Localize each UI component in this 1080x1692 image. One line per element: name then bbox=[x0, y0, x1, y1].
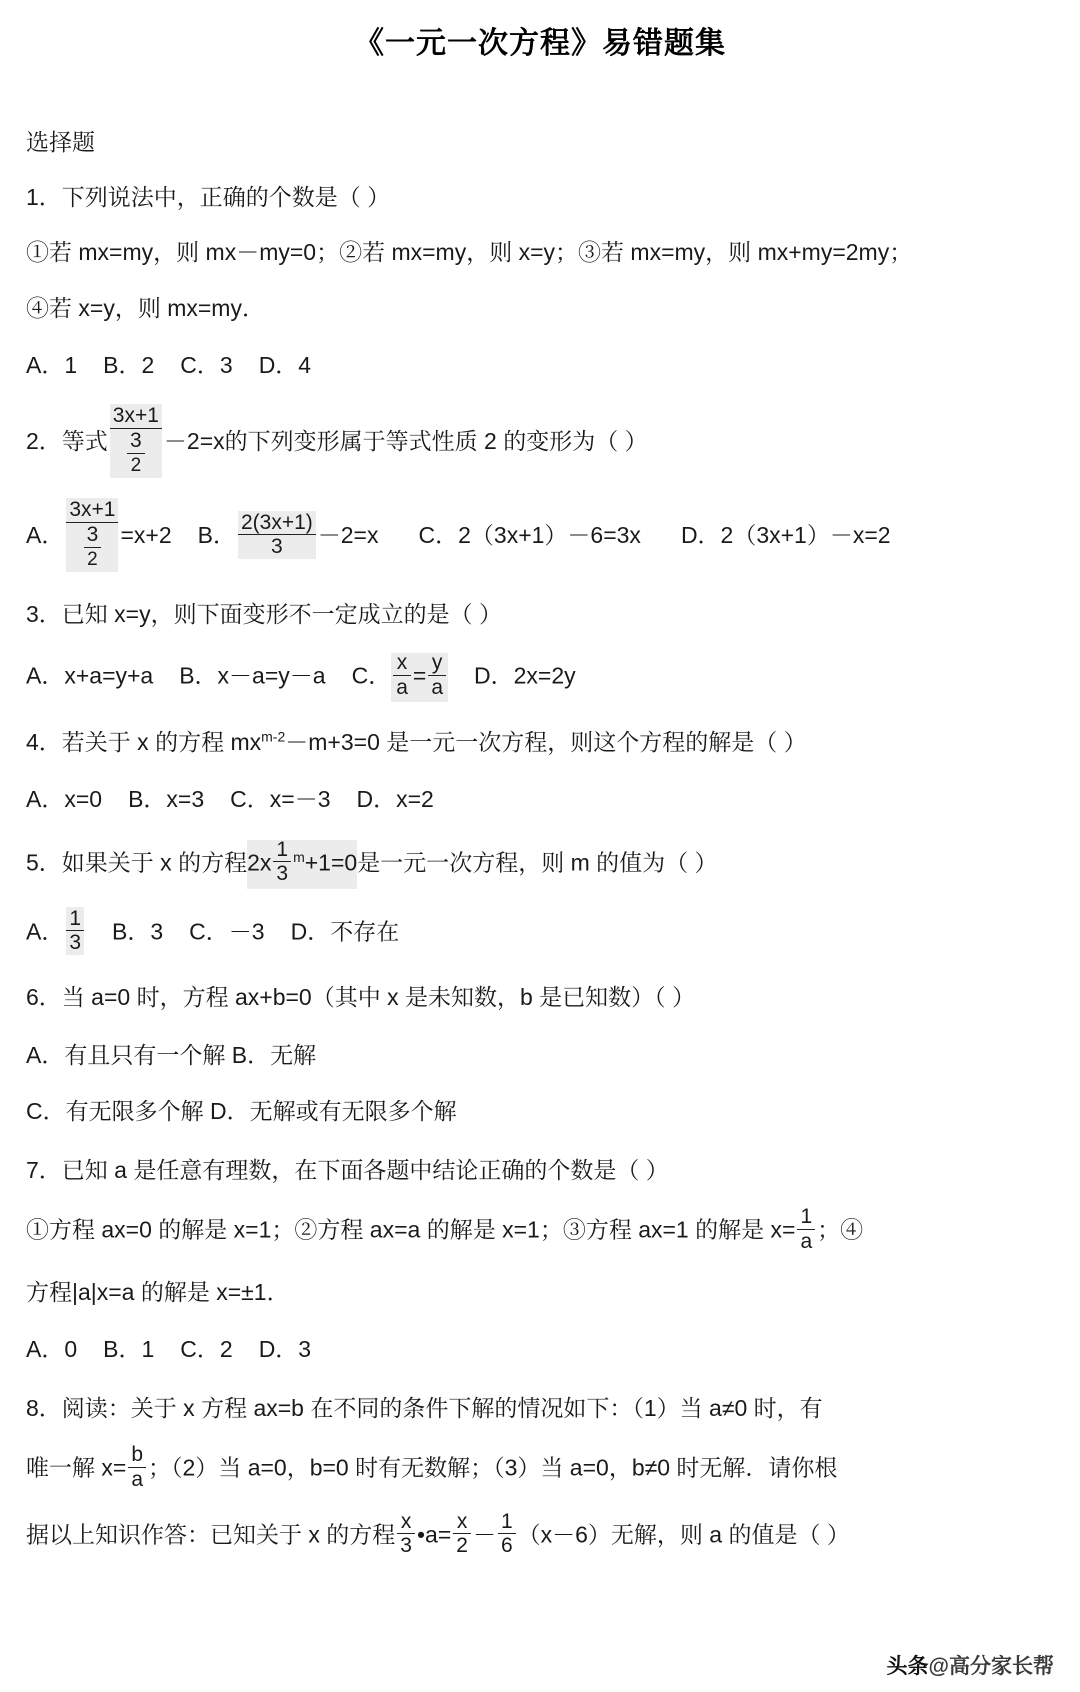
option-a-fraction bbox=[66, 907, 84, 956]
inner-fraction bbox=[84, 523, 102, 570]
option-b-tail: －2=x bbox=[317, 521, 379, 548]
question-7-sub-2: 方程|a|x=a 的解是 x=±1． bbox=[26, 1279, 290, 1305]
option-d: D．4 bbox=[258, 351, 312, 378]
inner-fraction bbox=[127, 429, 145, 476]
fraction-numerator: b bbox=[128, 1443, 146, 1468]
question-5-stem bbox=[26, 837, 1058, 889]
option-a-fraction bbox=[66, 498, 118, 572]
question-8-line-3 bbox=[26, 1509, 1058, 1561]
option-a: A．0 bbox=[26, 1336, 78, 1363]
fraction-one-sixth bbox=[498, 1510, 516, 1559]
question-6-stem: 6．当 a=0 时，方程 ax+b=0（其中 x 是未知数，b 是已知数）（ ） bbox=[26, 984, 696, 1011]
option-b-fraction bbox=[238, 511, 316, 560]
question-2-stem-lead: 2．等式 bbox=[26, 427, 108, 454]
inner-numerator: 3 bbox=[84, 523, 102, 548]
question-7-sub-lead: ①方程 ax=0 的解是 x=1；②方程 ax=a 的解是 x=1；③方程 ax=1 的解是 x= bbox=[26, 1216, 796, 1243]
exponent: m bbox=[293, 848, 305, 865]
option-b: B．1 bbox=[103, 1336, 155, 1363]
option-a: A．1 bbox=[26, 351, 78, 378]
fraction-numerator: x bbox=[397, 1510, 415, 1535]
option-a-label: A． bbox=[26, 918, 65, 944]
option-c: C．3 bbox=[180, 351, 233, 378]
question-7-sub-1 bbox=[26, 1207, 1058, 1256]
fraction-denominator: 6 bbox=[500, 1534, 513, 1558]
question-2-complex-fraction bbox=[110, 404, 162, 478]
fraction-denominator: a bbox=[431, 675, 444, 699]
question-1-sub-1: ①若 mx=my，则 mx－my=0；②若 mx=my，则 x=y；③若 mx=my，则 mx+my=2my； bbox=[26, 239, 913, 266]
fraction-x-over-a bbox=[393, 651, 411, 700]
option-d: D．2x=2y bbox=[474, 662, 576, 689]
question-3-options bbox=[26, 653, 1058, 702]
option-c-label: C． bbox=[351, 662, 392, 689]
fraction-numerator: 1 bbox=[797, 1205, 815, 1230]
fraction-denominator: a bbox=[131, 1467, 144, 1491]
question-8-line-3-tail: （x－6）无解，则 a 的值是（ ） bbox=[517, 1521, 850, 1548]
option-a: A．x+a=y+a bbox=[26, 662, 154, 689]
fraction-denominator: 3 bbox=[276, 862, 289, 886]
inner-numerator: 3 bbox=[127, 429, 145, 454]
question-1-stem: 1．下列说法中，正确的个数是（ ） bbox=[26, 184, 391, 210]
fraction-denominator: 3 bbox=[69, 931, 82, 955]
option-b-label: B． bbox=[197, 521, 236, 548]
watermark bbox=[887, 1650, 1054, 1680]
equals-sign: = bbox=[412, 662, 427, 689]
option-b: B．3 bbox=[112, 918, 164, 944]
option-c: C．2 bbox=[180, 1336, 233, 1363]
fraction-numerator: x bbox=[453, 1510, 471, 1535]
fraction-one-over-a bbox=[797, 1205, 815, 1254]
option-d: D．3 bbox=[258, 1336, 312, 1363]
expression-tail: +1=0 bbox=[304, 849, 358, 876]
question-5-stem-tail: 是一元一次方程，则 m 的值为（ ） bbox=[357, 849, 718, 876]
fraction-denominator: 3 bbox=[400, 1534, 412, 1558]
question-7-stem: 7．已知 a 是任意有理数，在下面各题中结论正确的个数是（ ） bbox=[26, 1157, 669, 1184]
option-b: B．2 bbox=[103, 351, 155, 378]
question-8-line-2-lead: 唯一解 x= bbox=[26, 1454, 127, 1481]
question-2-stem bbox=[26, 403, 1058, 480]
fraction-x-over-3 bbox=[397, 1510, 415, 1559]
option-b: B．x=3 bbox=[128, 786, 205, 813]
watermark-account: @高分家长帮 bbox=[928, 1655, 1054, 1678]
option-c: C．x=－3 bbox=[230, 786, 331, 813]
fraction-numerator: 1 bbox=[66, 907, 84, 932]
fraction-numerator: y bbox=[428, 651, 446, 676]
question-8-line-2 bbox=[26, 1445, 1058, 1494]
question-5-expression bbox=[247, 837, 358, 889]
section-label: 选择题 bbox=[26, 129, 95, 155]
question-8-line-2-tail: ；（2）当 a=0，b=0 时有无数解；（3）当 a=0，b≠0 时无解．请你根 bbox=[148, 1454, 838, 1481]
question-2-stem-tail: 的下列变形属于等式性质 2 的变形为（ ） bbox=[224, 427, 648, 454]
question-4-stem-lead: 4．若关于 x 的方程 mx bbox=[26, 728, 262, 755]
inner-denominator: 2 bbox=[87, 549, 98, 571]
option-d: D．2（3x+1）－x=2 bbox=[680, 521, 891, 548]
exponent: m-2 bbox=[261, 728, 286, 745]
fraction-denominator: 2 bbox=[456, 1534, 468, 1558]
question-4-options bbox=[26, 781, 1058, 818]
inner-denominator: 2 bbox=[130, 454, 142, 476]
page-title: 《一元一次方程》易错题集 bbox=[354, 27, 726, 60]
fraction-x-over-2 bbox=[453, 1510, 471, 1559]
question-6-options-row-2: C．有无限多个解 D．无解或有无限多个解 bbox=[26, 1098, 457, 1125]
option-c: C．2（3x+1）－6=3x bbox=[418, 521, 641, 548]
question-5-stem-lead: 5．如果关于 x 的方程 bbox=[26, 849, 248, 876]
option-a-tail: =x+2 bbox=[120, 521, 172, 548]
fraction-numerator: 1 bbox=[498, 1510, 516, 1535]
question-2-options bbox=[26, 497, 1058, 574]
fraction-one-third bbox=[273, 838, 291, 887]
option-c-expression bbox=[391, 653, 448, 702]
option-d: D．x=2 bbox=[356, 786, 434, 813]
expression-lead: 2x bbox=[247, 849, 272, 876]
fraction-numerator: x bbox=[393, 651, 411, 676]
fraction-denominator: 3 bbox=[271, 535, 283, 559]
question-7-sub-tail: ；④ bbox=[817, 1216, 864, 1243]
fraction-denominator bbox=[110, 429, 162, 478]
fraction-denominator: a bbox=[396, 675, 408, 699]
fraction-y-over-a bbox=[428, 651, 446, 700]
question-7-options bbox=[26, 1331, 1058, 1368]
fraction-b-over-a bbox=[128, 1443, 146, 1492]
watermark-platform: 头条 bbox=[886, 1655, 929, 1678]
question-2-stem-mid: －2=x bbox=[163, 427, 225, 454]
option-a-label: A． bbox=[26, 521, 65, 548]
question-8-line-1: 8．阅读：关于 x 方程 ax=b 在不同的条件下解的情况如下：（1）当 a≠0 时，有 bbox=[26, 1395, 823, 1422]
question-5-options bbox=[26, 906, 1058, 958]
fraction-numerator: 3x+1 bbox=[66, 498, 118, 523]
fraction-numerator: 3x+1 bbox=[110, 404, 162, 429]
question-8-line-3-lead: 据以上知识作答：已知关于 x 的方程 bbox=[26, 1521, 396, 1548]
question-1-options bbox=[26, 347, 1058, 384]
question-4-stem-tail: －m+3=0 是一元一次方程，则这个方程的解是（ ） bbox=[285, 728, 807, 755]
option-a: A．x=0 bbox=[26, 786, 103, 813]
question-8-mid-2: － bbox=[472, 1521, 496, 1548]
fraction-numerator: 2(3x+1) bbox=[238, 511, 316, 536]
fraction-numerator: 1 bbox=[273, 838, 291, 863]
fraction-denominator: a bbox=[800, 1229, 813, 1253]
question-3-stem: 3．已知 x=y，则下面变形不一定成立的是（ ） bbox=[26, 600, 503, 627]
question-8-mid-1: •a= bbox=[416, 1521, 452, 1548]
question-1-sub-2: ④若 x=y，则 mx=my． bbox=[26, 294, 265, 321]
option-d: D．不存在 bbox=[290, 918, 400, 944]
fraction-denominator bbox=[66, 523, 118, 572]
question-6-options-row-1: A．有且只有一个解 B．无解 bbox=[26, 1041, 317, 1068]
option-b: B．x－a=y－a bbox=[179, 662, 326, 689]
question-4-stem bbox=[26, 724, 1058, 761]
option-c: C．－3 bbox=[189, 918, 265, 944]
